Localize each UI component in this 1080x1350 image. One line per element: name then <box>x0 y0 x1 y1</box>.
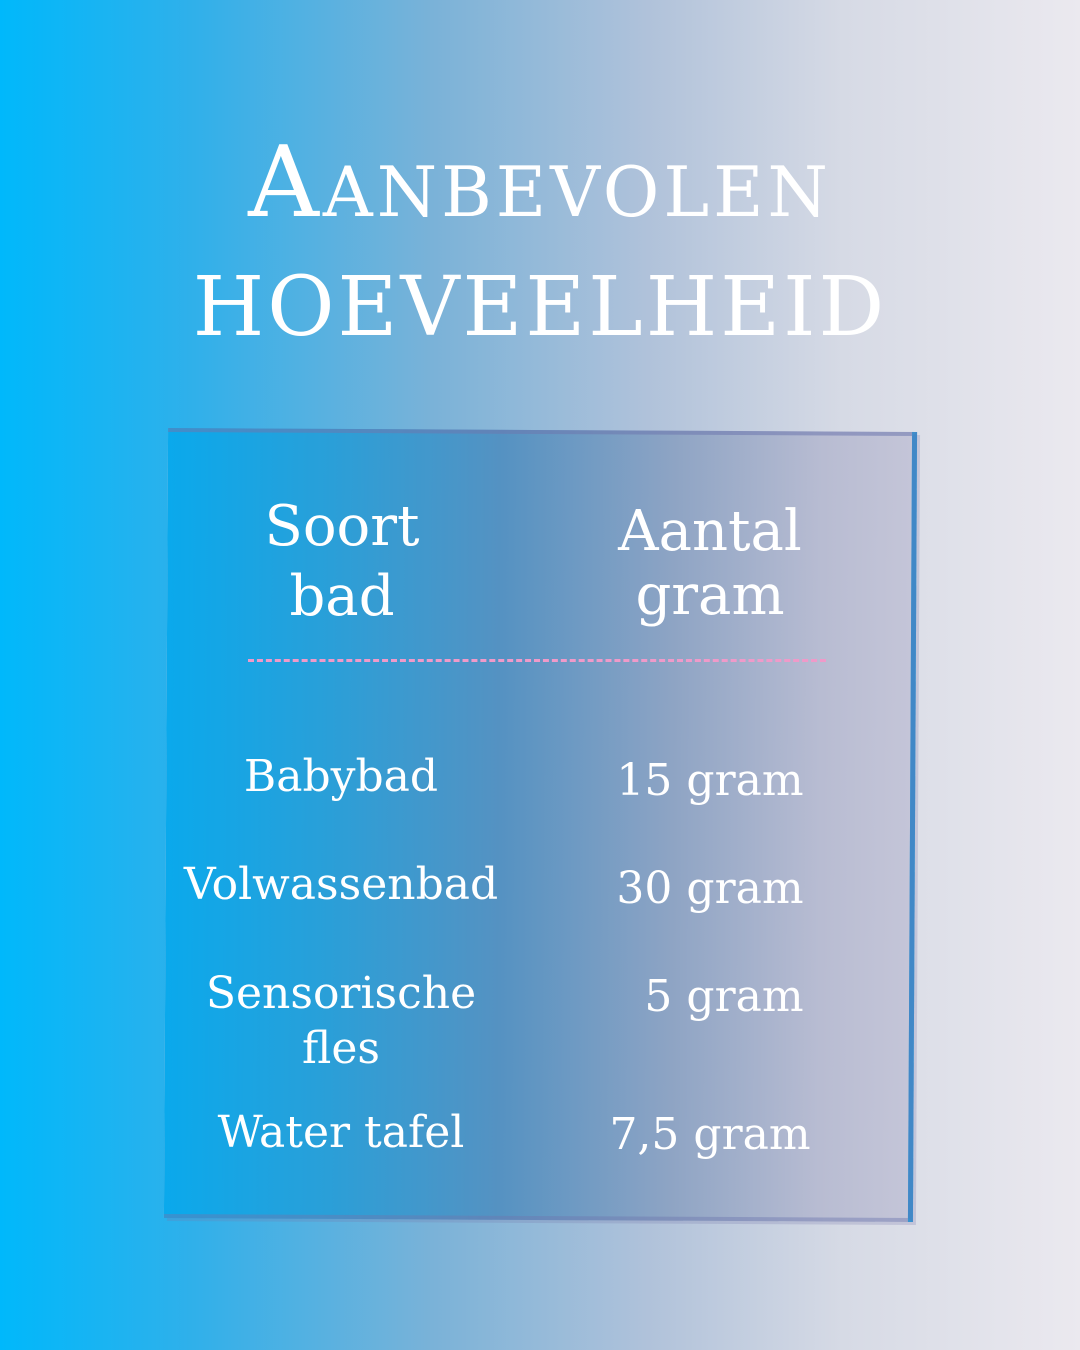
table-row-type-fles: fles <box>302 1023 380 1074</box>
title-text-aanbevolen: Aanbevolen <box>248 126 832 240</box>
page-title-line-1 <box>0 128 1080 238</box>
title-text-hoeveelheid: HOEVEELHEID <box>192 260 888 355</box>
table-row-type-volwassenbad: Volwassenbad <box>183 859 499 910</box>
header-aantal-gram <box>560 500 860 628</box>
table-row-type-babybad: Babybad <box>243 751 439 802</box>
table-row-type-sensorische: Sensorische <box>205 968 477 1019</box>
page-title-line-2 <box>0 258 1080 358</box>
table-row-amount-water-tafel: 7,5 gram <box>609 1109 811 1160</box>
header-soort-label: Soort <box>264 494 420 559</box>
header-divider <box>248 659 826 662</box>
header-gram-label: gram <box>635 563 785 628</box>
table-row-amount-volwassenbad: 30 gram <box>616 863 804 914</box>
header-soort-bad <box>192 492 492 632</box>
table-row-type-water-tafel: Water tafel <box>217 1107 465 1158</box>
header-bad-label: bad <box>289 564 395 629</box>
header-aantal-label: Aantal <box>618 499 802 564</box>
table-row-amount-sensorische-fles: 5 gram <box>644 971 804 1022</box>
table-row-amount-babybad: 15 gram <box>616 755 804 806</box>
